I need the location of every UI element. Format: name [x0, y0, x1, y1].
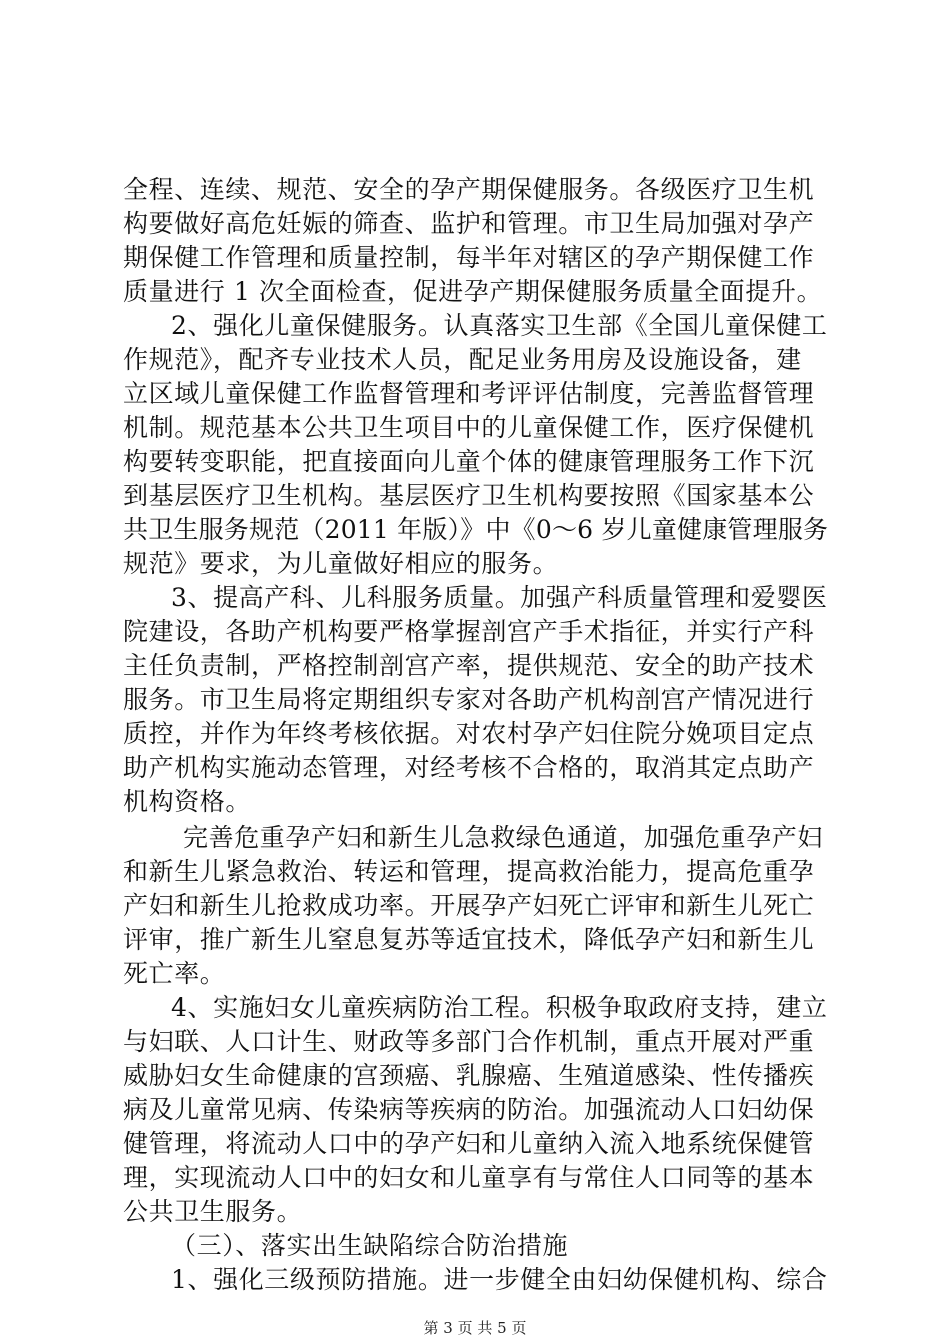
text-line-23: 评审，推广新生儿窒息复苏等适宜技术，降低孕产妇和新生儿 [123, 925, 815, 954]
text-line-12: 规范》要求，为儿童做好相应的服务。 [123, 549, 559, 578]
text-line-18: 助产机构实施动态管理，对经考核不合格的，取消其定点助产 [123, 753, 815, 782]
text-line-30: 理，实现流动人口中的妇女和儿童享有与常住人口同等的基本 [123, 1163, 815, 1192]
paragraph-3-start: 3、提高产科、儿科服务质量。加强产科质量管理和爱婴医 [171, 583, 828, 612]
paragraph-5-start: 1、强化三级预防措施。进一步健全由妇幼保健机构、综合 [171, 1265, 828, 1294]
paragraph-4-start: 4、实施妇女儿童疾病防治工程。积极争取政府支持，建立 [171, 993, 828, 1022]
text-line-28: 病及儿童常见病、传染病等疾病的防治。加强流动人口妇幼保 [123, 1095, 815, 1124]
text-line-24: 死亡率。 [123, 959, 226, 988]
text-line-7: 立区域儿童保健工作监督管理和考评评估制度，完善监督管理 [123, 379, 815, 408]
text-line-6: 作规范》，配齐专业技术人员，配足业务用房及设施设备，建 [123, 345, 802, 374]
text-line-2: 构要做好高危妊娠的筛查、监护和管理。市卫生局加强对孕产 [123, 209, 815, 238]
text-line-9: 构要转变职能，把直接面向儿童个体的健康管理服务工作下沉 [123, 447, 815, 476]
text-line-17: 质控，并作为年终考核依据。对农村孕产妇住院分娩项目定点 [123, 719, 815, 748]
text-line-22: 产妇和新生儿抢救成功率。开展孕产妇死亡评审和新生儿死亡 [123, 891, 815, 920]
text-line-21: 和新生儿紧急救治、转运和管理，提高救治能力，提高危重孕 [123, 857, 815, 886]
text-line-8: 机制。规范基本公共卫生项目中的儿童保健工作，医疗保健机 [123, 413, 815, 442]
page-number: 第 3 页 共 5 页 [423, 1319, 527, 1337]
text-line-4: 质量进行 1 次全面检查，促进孕产期保健服务质量全面提升。 [123, 277, 823, 306]
text-line-16: 服务。市卫生局将定期组织专家对各助产机构剖宫产情况进行 [123, 685, 815, 714]
paragraph-2-start: 2、强化儿童保健服务。认真落实卫生部《全国儿童保健工 [171, 311, 828, 340]
text-line-11: 共卫生服务规范（2011 年版）》中《0～6 岁儿童健康管理服务 [123, 515, 829, 544]
paragraph-emergency-start: 完善危重孕产妇和新生儿急救绿色通道，加强危重孕产妇 [183, 823, 824, 852]
text-line-31: 公共卫生服务。 [123, 1197, 303, 1226]
text-line-3: 期保健工作管理和质量控制，每半年对辖区的孕产期保健工作 [123, 243, 815, 272]
text-line-1: 全程、连续、规范、安全的孕产期保健服务。各级医疗卫生机 [123, 175, 815, 204]
text-line-29: 健管理，将流动人口中的孕产妇和儿童纳入流入地系统保健管 [123, 1129, 815, 1158]
text-line-14: 院建设，各助产机构要严格掌握剖宫产手术指征，并实行产科 [123, 617, 815, 646]
text-line-15: 主任负责制，严格控制剖宫产率，提供规范、安全的助产技术 [123, 651, 815, 680]
section-heading-3: （三）、落实出生缺陷综合防治措施 [171, 1231, 569, 1260]
text-line-27: 威胁妇女生命健康的宫颈癌、乳腺癌、生殖道感染、性传播疾 [123, 1061, 815, 1090]
text-line-10: 到基层医疗卫生机构。基层医疗卫生机构要按照《国家基本公 [123, 481, 815, 510]
text-line-26: 与妇联、人口计生、财政等多部门合作机制，重点开展对严重 [123, 1027, 815, 1056]
text-line-19: 机构资格。 [123, 787, 252, 816]
